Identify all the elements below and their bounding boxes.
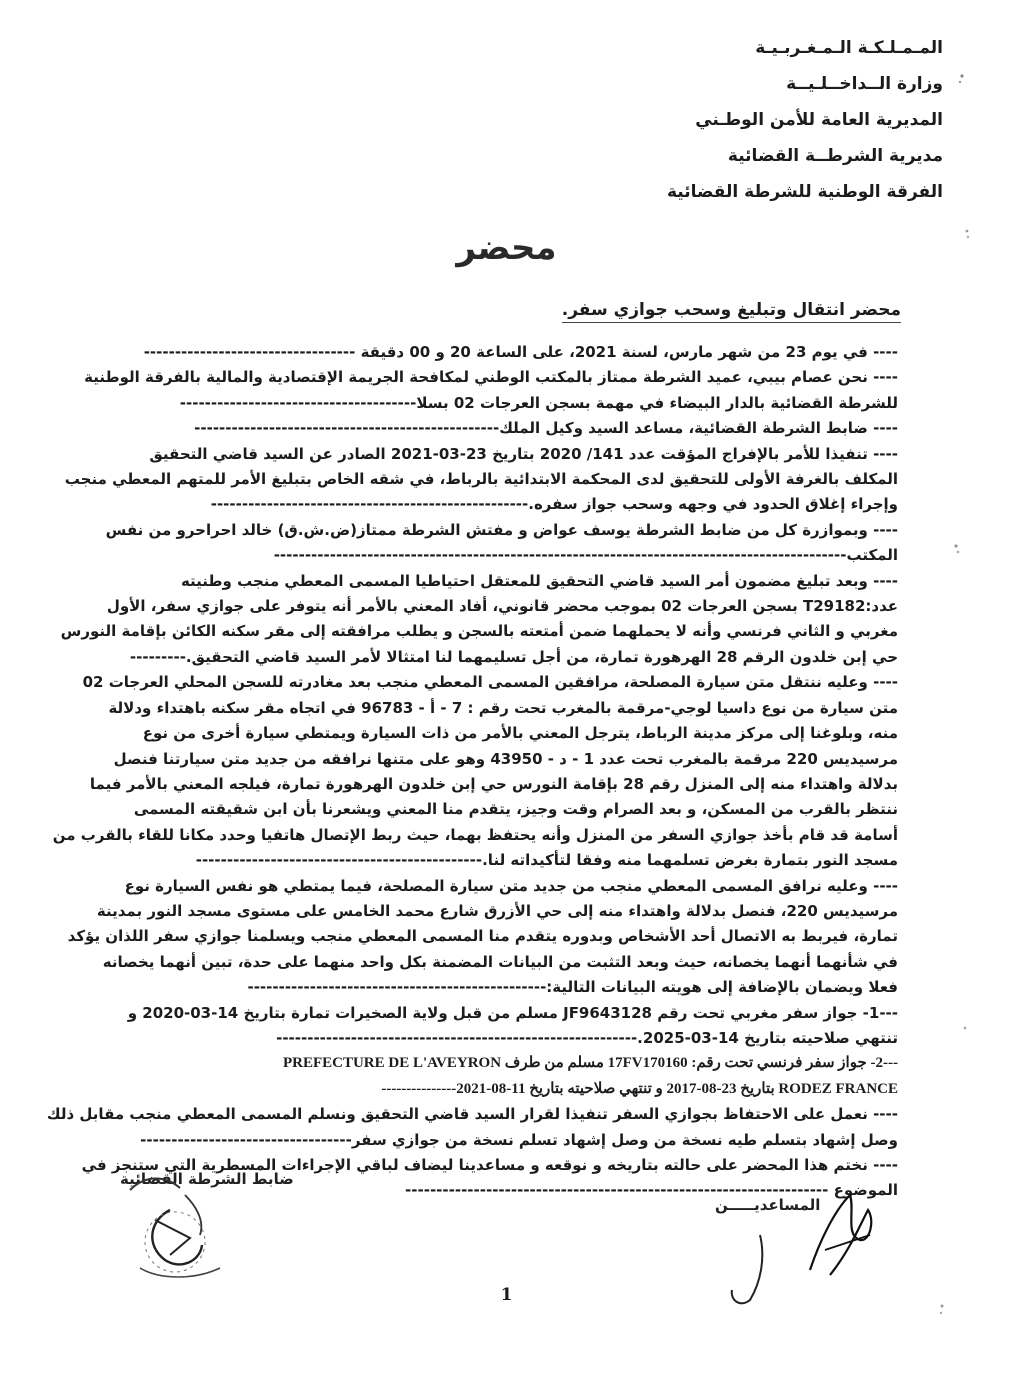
assistant-signature-image <box>790 1180 890 1290</box>
body-line: المكتب-------------------------------------------------------------------------------------------- <box>273 546 898 565</box>
document-subtitle: محضر انتقال وتبليغ وسحب جوازي سفر. <box>562 300 901 323</box>
body-line: ---- في يوم 23 من شهر مارس، لسنة 2021، على الساعة 20 و 00 دقيقة ---------------------------------- <box>143 343 898 361</box>
body-line: فعلا ويضمان بالإضافة إلى هويته البيانات التالية:------------------------------------------------ <box>247 978 898 997</box>
body-line: مغربي و الثاني فرنسي وأنه لا يحملهما ضمن أمتعته بالسجن و يطلب مرافقته إلى مقر سكنه الكائن بإقامة النورس <box>60 622 898 641</box>
body-line: ---- تنفيذا للأمر بالإفراج المؤقت عدد 141/ 2020 بتاريخ 23-03-2021 الصادر عن السيد قاضي التحقيق <box>149 444 898 463</box>
body-line: ننتظر بالقرب من المسكن، و بعد الصرام وقت وجيز، يتقدم منا المعني ويشعرنا بأن ابن شقيقته المسمى <box>133 800 898 819</box>
body-line: مرسيديس 220، فنصل بدلالة واهتداء منه إلى حي الأزرق شارع محمد الخامس على مستوى مسجد النور بمدينة <box>96 901 898 920</box>
header-national-brigade: الفرقة الوطنية للشرطة القضائية <box>666 182 943 202</box>
body-line: متن سيارة من نوع داسيا لوجي-مرقمة بالمغرب تحت رقم : 7 - أ - 96783 في اتجاه مقر سكنه باهتداء ودلالة <box>108 698 898 717</box>
body-line: مسجد النور بتمارة بغرض تسلمهما منه وفقا لتأكيداته لنا.---------------------------------------------- <box>195 851 898 870</box>
scan-speck-icon <box>958 1020 972 1038</box>
body-line: ---- نختم هذا المحضر على حالته بتاريخه و نوقعه و مساعدينا ليضاف لباقي الإجراءات المسطرية التي ستنجز في <box>81 1156 898 1174</box>
scan-speck-icon <box>950 540 964 558</box>
body-line: ---- ضابط الشرطة القضائية، مساعد السيد وكيل الملك------------------------------------------------- <box>194 419 898 438</box>
body-line: ---- وبعد تبليغ مضمون أمر السيد قاضي التحقيق للمعتقل احتياطيا المسمى المعطي منجب وطنيته <box>180 571 898 590</box>
document-title: محضر <box>456 228 557 268</box>
page-number: 1 <box>500 1285 513 1305</box>
assistants-signature-label: المساعديـــــن <box>715 1196 821 1214</box>
body-line: الموضوع -------------------------------------------------------------------- <box>405 1181 898 1200</box>
scan-speck-icon <box>955 70 969 88</box>
body-line: ---- وعليه ننتقل متن سيارة المصلحة، مرافقين المسمى المعطي منجب بعد مغادرته للسجن المحلي العرجات 02 <box>82 673 898 692</box>
body-line: المكلف بالغرفة الأولى للتحقيق لدى المحكمة الابتدائية بالرباط، في شقه الخاص بتبليغ الأمر للمتهم المعطي منجب <box>64 470 898 489</box>
body-line: منه، وبلوغنا إلى مركز مدينة الرباط، يترجل المعني بالأمر من ذات السيارة ويمتطي سيارة أخرى من نوع <box>142 724 898 743</box>
body-line: ---- وعليه نرافق المسمى المعطي منجب من جديد متن سيارة المصلحة، فيما يمتطي هو نفس السيارة نوع <box>124 876 898 895</box>
letterhead <box>613 30 943 210</box>
body-line: وصل إشهاد بتسلم طيه نسخة من وصل إشهاد تسلم نسخة من جوازي سفر---------------------------------- <box>140 1130 898 1149</box>
body-line: في شأنهما أنهما يخصانه، حيث وبعد التثبت من البيانات المضمنة بكل واحد منهما على حدة، تبين أنهما يخصانه <box>102 952 898 971</box>
body-line: أسامة قد قام بأخذ جوازي السفر من المنزل وأنه يحتفظ بهما، حيث ربط الإتصال هاتفيا وحدد مكانا للقاء بالقرب من <box>52 825 898 844</box>
report-body <box>46 340 898 1204</box>
header-ministry: وزارة الــداخــلـيــة <box>786 74 943 94</box>
body-line: بدلالة واهتداء منه إلى المنزل رقم 28 بإقامة النورس حي إبن خلدون الهرهورة تمارة، فيلجه المعني بالأمر فيما <box>89 774 898 793</box>
header-directorate-general: المديرية العامة للأمن الوطـني <box>695 110 943 130</box>
body-line: مرسيديس 220 مرقمة بالمغرب تحت عدد 1 - د - 43950 وهو على متنها نرافقه من جديد متن سيارتنا فنصل <box>113 749 898 768</box>
body-line: عدد:T29182 بسجن العرجات 02 بموجب محضر قانوني، أفاد المعني بالأمر أنه يتوفر على جوازي سفر، الأول <box>106 597 898 616</box>
body-line: وإجراء إغلاق الحدود في وجهه وسحب جواز سفره.--------------------------------------------------- <box>210 495 898 514</box>
body-line: ---- نحن عصام بيبي، عميد الشرطة ممتاز بالمكتب الوطني لمكافحة الجريمة الإقتصادية والمالية بالفرقة الوطنية <box>84 368 898 387</box>
scan-speck-icon <box>960 225 974 243</box>
body-line: ---2- جواز سفر فرنسي تحت رقم: 17FV170160 مسلم من طرف PREFECTURE DE L'AVEYRON <box>282 1055 898 1072</box>
header-judicial-police-directorate: مديرية الشرطــة القضائية <box>727 146 943 166</box>
body-line: تنتهي صلاحيته بتاريخ 14-03-2025.---------------------------------------------------------- <box>276 1028 898 1047</box>
body-line: تمارة، فيربط به الاتصال أحد الأشخاص وبدوره يتقدم منا المسمى المعطي منجب ويسلمنا جوازي سفر اللذان يؤكد <box>67 927 898 946</box>
body-line: للشرطة القضائية بالدار البيضاء في مهمة بسجن العرجات 02 بسلا-------------------------------------- <box>179 393 898 412</box>
officer-signature-label: ضابط الشرطة القضائية <box>120 1170 294 1188</box>
body-line: حي إبن خلدون الرقم 28 الهرهورة تمارة، من أجل تسليمهما لنا امتثالا لأمر السيد قاضي التحقيق.--------- <box>129 647 898 666</box>
body-line: RODEZ FRANCE بتاريخ 23-08-2017 و تنتهي صلاحيته بتاريخ 11-08-2021--------------- <box>381 1080 898 1097</box>
body-line: ---1- جواز سفر مغربي تحت رقم JF9643128 مسلم من قبل ولاية الصخيرات تمارة بتاريخ 14-03-2020 و <box>127 1003 898 1022</box>
police-stamp-image <box>110 1150 270 1300</box>
header-kingdom: المـمـلـكـة الـمـغـربـيـة <box>755 38 943 58</box>
body-line: ---- نعمل على الاحتفاظ بجوازي السفر تنفيذا لقرار السيد قاضي التحقيق ونسلم المسمى المعطي منجب مقابل ذلك <box>46 1105 898 1124</box>
body-line: ---- وبموازرة كل من ضابط الشرطة يوسف عواض و مفتش الشرطة ممتاز(ض.ش.ق) خالد احراحرو من نفس <box>105 520 898 539</box>
